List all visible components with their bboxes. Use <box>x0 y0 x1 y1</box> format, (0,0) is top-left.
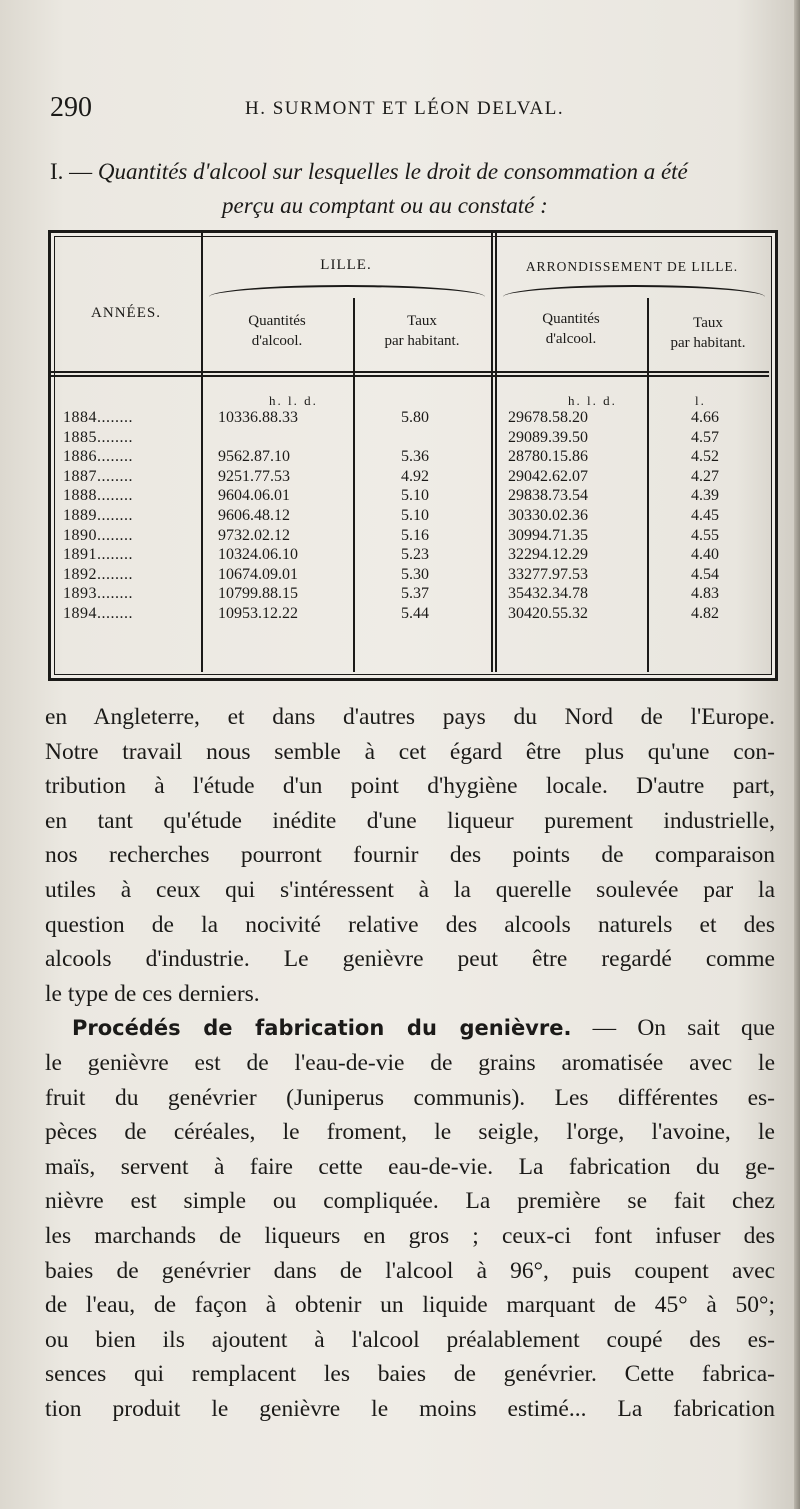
cell-year: 1887........ <box>63 467 133 485</box>
paragraph-line: — On sait que <box>592 1015 775 1042</box>
cell-lille-quantity: 9562.87.10 <box>218 448 290 466</box>
body-text <box>45 700 775 1426</box>
col-header-arr-quantity: Quantités d'alcool. <box>542 311 600 347</box>
col-header-years: ANNÉES. <box>91 305 161 321</box>
cell-arr-quantity: 29089.39.50 <box>508 428 588 446</box>
section-heading: Procédés de fabrication du genièvre. <box>72 1016 572 1041</box>
cell-arr-quantity: 29042.62.07 <box>508 467 588 485</box>
cell-lille-quantity: 9251.77.53 <box>218 467 290 485</box>
cell-arr-rate: 4.57 <box>691 428 719 446</box>
cell-arr-rate: 4.54 <box>691 565 719 583</box>
cell-year: 1894........ <box>63 604 133 622</box>
table-row <box>51 604 769 624</box>
cell-lille-rate: 4.92 <box>401 467 429 485</box>
cell-lille-rate: 5.80 <box>401 409 429 426</box>
table-row <box>51 447 769 467</box>
cell-lille-quantity: 10324.06.10 <box>218 546 298 564</box>
page-number: 290 <box>50 92 92 123</box>
cell-arr-rate: 4.83 <box>691 585 719 603</box>
col-header-lille-quantity: Quantités d'alcool. <box>248 313 306 349</box>
cell-lille-rate: 5.10 <box>401 506 429 524</box>
cell-lille-quantity: 9606.48.12 <box>218 506 290 524</box>
cell-lille-quantity: 10799.88.15 <box>218 585 298 603</box>
table-row <box>51 506 769 526</box>
paragraph-line: en tant qu'étude inédite d'une liqueur purement industrielle, <box>45 807 775 834</box>
group-header-arrondissement: ARRONDISSEMENT DE LILLE. <box>525 259 739 274</box>
cell-lille-quantity: 9604.06.01 <box>218 487 290 505</box>
paragraph-line: tribution à l'étude d'un point d'hygiène locale. D'autre part, <box>45 773 775 800</box>
cell-arr-rate: 4.55 <box>691 526 719 544</box>
cell-arr-quantity: 29678.58.20 <box>508 409 588 426</box>
paragraph-2 <box>45 1046 775 1427</box>
table-row <box>51 584 769 604</box>
table-caption <box>50 155 790 223</box>
cell-year: 1884........ <box>63 409 133 426</box>
cell-arr-rate: 4.39 <box>691 487 719 505</box>
cell-year: 1888........ <box>63 487 133 505</box>
cell-year: 1890........ <box>63 526 133 544</box>
col-header-arr-rate: Taux par habitant. <box>670 315 746 351</box>
cell-year: 1886........ <box>63 448 133 466</box>
cell-year: 1889........ <box>63 506 133 524</box>
paragraph-line: le type de ces derniers. <box>45 980 260 1007</box>
paragraph-line: maïs, servent à faire cette eau-de-vie. La fabrication du ge- <box>45 1153 775 1180</box>
cell-arr-rate: 4.27 <box>691 467 719 485</box>
cell-lille-quantity: 10674.09.01 <box>218 565 298 583</box>
data-table <box>48 230 778 681</box>
running-title: H. SURMONT ET LÉON DELVAL. <box>245 98 565 119</box>
cell-lille-rate: 5.16 <box>401 526 429 544</box>
table-row <box>51 486 769 506</box>
group-header-lille: LILLE. <box>320 257 372 273</box>
paragraph-line: sences qui remplacent les baies de genévrier. Cette fabrica- <box>45 1361 775 1388</box>
cell-year: 1885........ <box>63 428 133 446</box>
cell-arr-rate: 4.82 <box>691 604 719 622</box>
paragraph-line: tion produit le genièvre le moins estimé... La fabrication <box>45 1395 775 1422</box>
cell-arr-rate: 4.40 <box>691 546 719 564</box>
cell-arr-quantity: 33277.97.53 <box>508 565 588 583</box>
table-row <box>51 545 769 565</box>
cell-lille-quantity: 9732.02.12 <box>218 526 290 544</box>
paragraph-line: utiles à ceux qui s'intéressent à la querelle soulevée par la <box>45 876 775 903</box>
paragraph-line: nos recherches pourront fournir des points de comparaison <box>45 842 775 869</box>
cell-arr-quantity: 30330.02.36 <box>508 506 588 524</box>
cell-lille-rate: 5.30 <box>401 565 429 583</box>
running-head <box>50 92 770 128</box>
table-row <box>51 526 769 546</box>
caption-line-1: Quantités d'alcool sur lesquelles le droit de consommation a été <box>97 159 688 184</box>
cell-year: 1893........ <box>63 585 133 603</box>
table-body <box>51 408 769 624</box>
paragraph-line: question de la nocivité relative des alcools naturels et des <box>45 911 775 938</box>
paragraph-line: en Angleterre, et dans d'autres pays du Nord de l'Europe. <box>45 704 775 730</box>
paragraph-line: les marchands de liqueurs en gros ; ceux-ci font infuser des <box>45 1222 775 1249</box>
cell-year: 1891........ <box>63 546 133 564</box>
cell-year: 1892........ <box>63 565 133 583</box>
paragraph-line: fruit du genévrier (Juniperus communis). Les différentes es- <box>45 1084 775 1111</box>
cell-lille-rate: 5.37 <box>401 585 429 603</box>
unit-arrondissement: h. l. d. <box>568 393 617 408</box>
table-row <box>51 565 769 585</box>
paragraph-2-first-line <box>45 1011 775 1046</box>
col-header-lille-rate: Taux par habitant. <box>384 313 460 349</box>
table-row <box>51 408 769 428</box>
caption-line-2: perçu au comptant ou au constaté : <box>222 193 548 218</box>
paragraph-1 <box>45 700 775 977</box>
cell-lille-rate: 5.44 <box>401 604 429 622</box>
cell-arr-quantity: 28780.15.86 <box>508 448 588 466</box>
group-brace <box>503 285 765 297</box>
cell-lille-rate: 5.10 <box>401 487 429 505</box>
paragraph-line: ou bien ils ajoutent à l'alcool préalablement coupé des es- <box>45 1326 775 1353</box>
table-row <box>51 428 769 448</box>
cell-arr-rate: 4.66 <box>691 409 719 426</box>
header-rule <box>51 375 769 377</box>
paragraph-line: nièvre est simple ou compliquée. La première se fait chez <box>45 1188 775 1215</box>
cell-arr-rate: 4.45 <box>691 506 719 524</box>
cell-lille-quantity: 10953.12.22 <box>218 604 298 622</box>
unit-lille: h. l. d. <box>269 393 318 408</box>
unit-rate: l. <box>695 393 706 408</box>
cell-arr-quantity: 30420.55.32 <box>508 604 588 622</box>
table-row <box>51 467 769 487</box>
paragraph-line: Notre travail nous semble à cet égard être plus qu'une con- <box>45 738 775 765</box>
cell-arr-quantity: 30994.71.35 <box>508 526 588 544</box>
cell-arr-quantity: 32294.12.29 <box>508 546 588 564</box>
paragraph-line: le genièvre est de l'eau-de-vie de grains aromatisée avec le <box>45 1049 775 1076</box>
group-brace <box>209 285 485 297</box>
cell-lille-rate: 5.23 <box>401 546 429 564</box>
cell-arr-rate: 4.52 <box>691 448 719 466</box>
cell-lille-rate: 5.36 <box>401 448 429 466</box>
header-rule <box>51 371 769 373</box>
cell-arr-quantity: 35432.34.78 <box>508 585 588 603</box>
paragraph-line: baies de genévrier dans de l'alcool à 96°, puis coupent avec <box>45 1257 775 1284</box>
paragraph-line: alcools d'industrie. Le genièvre peut être regardé comme <box>45 946 775 973</box>
paragraph-line: de l'eau, de façon à obtenir un liquide marquant de 45° à 50°; <box>45 1292 775 1319</box>
cell-lille-quantity: 10336.88.33 <box>218 409 298 426</box>
caption-number: I. — <box>50 159 93 184</box>
paragraph-line: pèces de céréales, le froment, le seigle, l'orge, l'avoine, le <box>45 1119 775 1146</box>
cell-arr-quantity: 29838.73.54 <box>508 487 588 505</box>
